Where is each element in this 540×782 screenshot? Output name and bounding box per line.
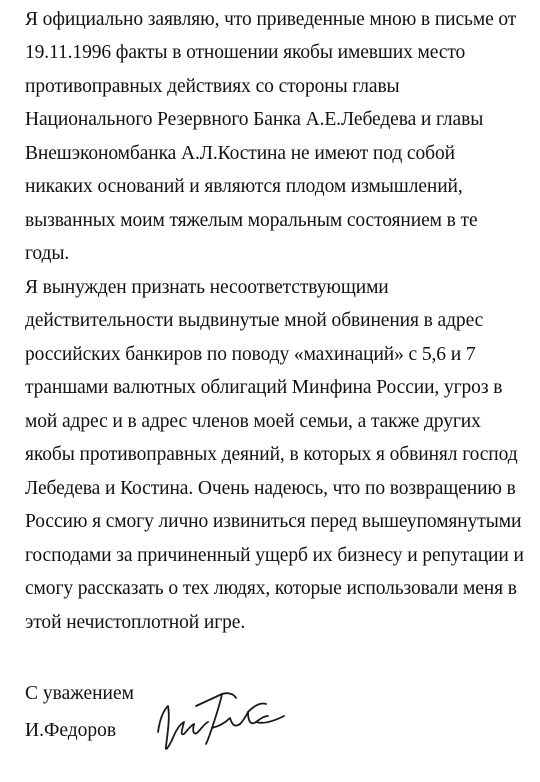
letter-line: вызванных моим тяжелым моральным состоянием в те [25, 210, 478, 231]
letter-line: действительности выдвинутые мной обвинения в адрес [25, 310, 484, 331]
letter-line: годы. [25, 243, 70, 264]
letter-line: Внешэкономбанка А.Л.Костина не имеют под собой [25, 143, 455, 164]
letter-line: этой нечистоплотной игре. [25, 612, 246, 633]
letter-line: мой адрес и в адрес членов моей семьи, а также других [25, 411, 481, 432]
letter-line: господами за причиненный ущерб их бизнесу и репутации и [25, 545, 524, 566]
letter-line: Я официально заявляю, что приведенные мною в письме от [25, 9, 517, 30]
letter-line: траншами валютных облигаций Минфина России, угроз в [25, 377, 503, 398]
letter-line: российских банкиров по поводу «махинаций» с 5,6 и 7 [25, 344, 476, 365]
letter-line: смогу рассказать о тех людях, которые использовали меня в [25, 578, 517, 599]
handwritten-signature-icon [150, 676, 290, 766]
letter-line: 19.11.1996 факты в отношении якобы имевших место [25, 42, 466, 63]
letter-line: Россию я смогу лично извиниться перед вышеупомянутыми [25, 511, 522, 532]
letter-line: якобы противоправных деяний, в которых я обвинял господ [25, 444, 518, 465]
closing-salutation: С уважением [25, 683, 134, 704]
letter-line: противоправных действиях со стороны главы [25, 76, 400, 97]
letter-line: Национального Резервного Банка А.Е.Лебедева и главы [25, 109, 484, 130]
letter-line: Лебедева и Костина. Очень надеюсь, что по возвращению в [25, 478, 516, 499]
signer-name: И.Федоров [25, 720, 117, 741]
letter-line: Я вынужден признать несоответствующими [25, 277, 389, 298]
letter-line: никаких оснований и являются плодом измышлений, [25, 176, 463, 197]
